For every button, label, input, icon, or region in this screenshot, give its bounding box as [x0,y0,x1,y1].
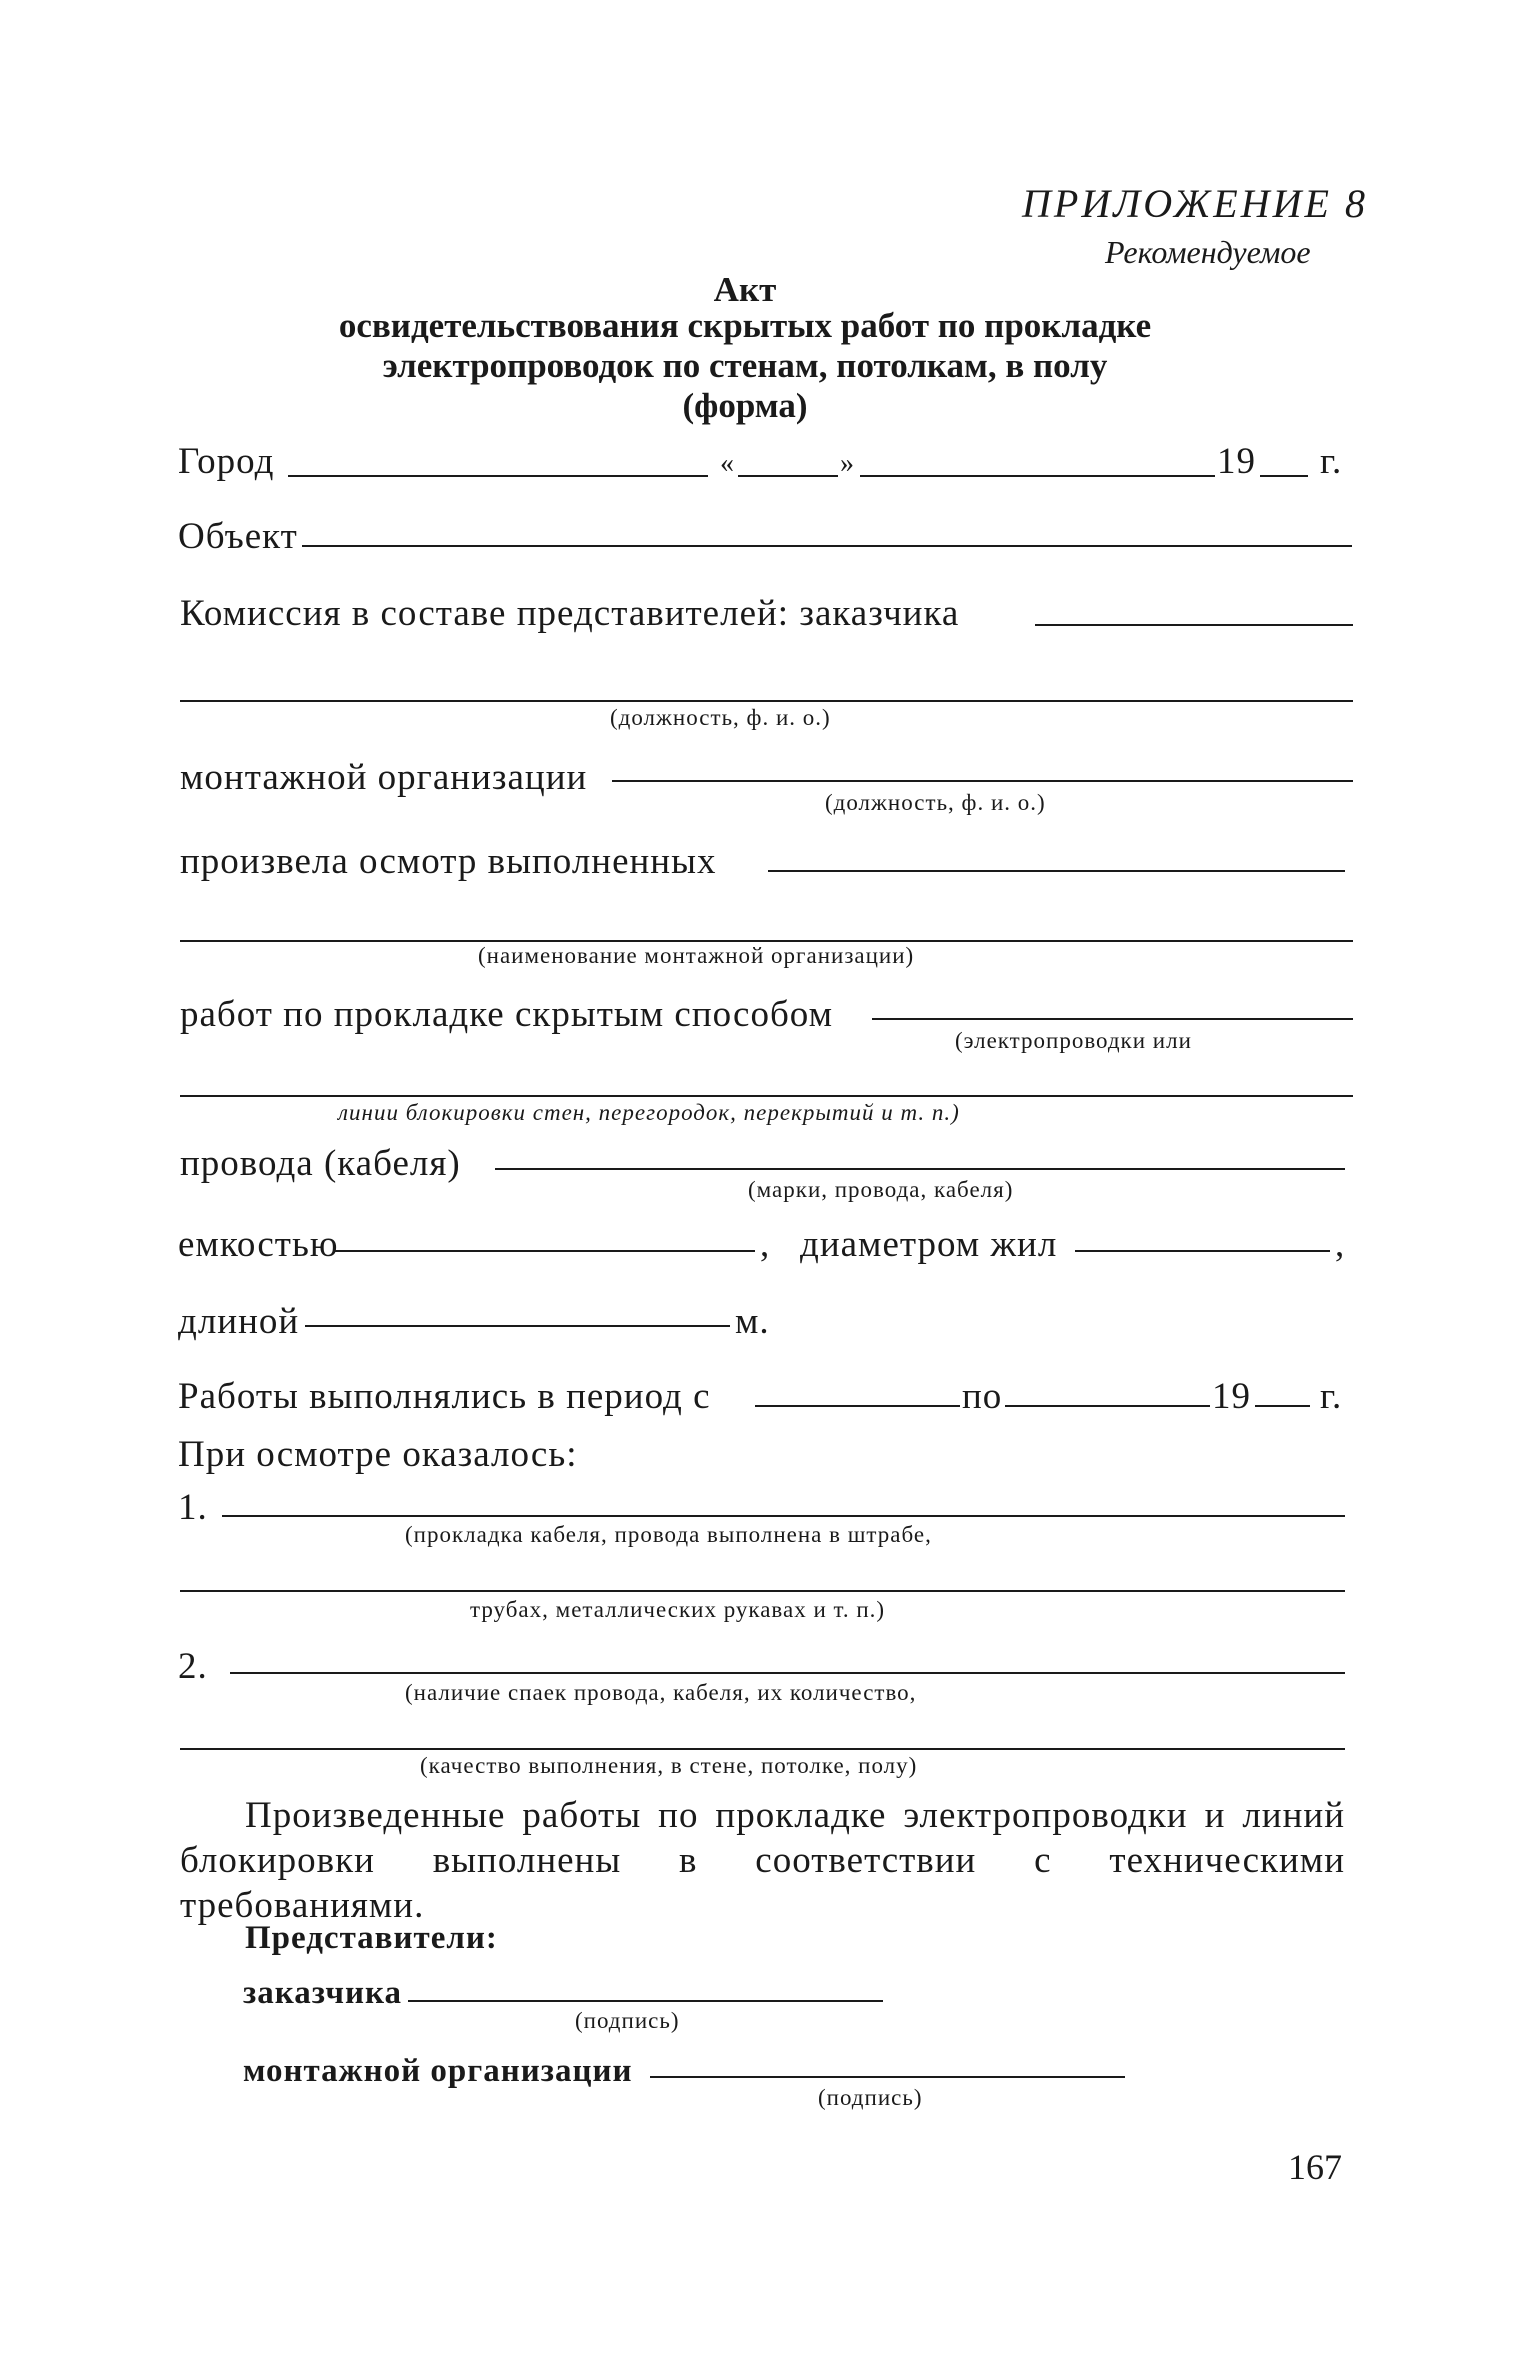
wire-label: провода (кабеля) [180,1143,461,1184]
item2-caption-a: (наличие спаек провода, кабеля, их количество, [405,1680,917,1705]
period-to-blank [1005,1405,1210,1407]
customer-signature-label: заказчика [243,1975,403,2011]
document-subtitle-1: освидетельствования скрытых работ по прокладке [338,306,1152,345]
item1-blank-2 [180,1590,1345,1592]
wire-caption: (марки, провода, кабеля) [748,1177,1014,1202]
document-subtitle-2: электропроводок по стенам, потолкам, в полу [382,346,1108,385]
year-blank [1260,475,1308,477]
item2-blank-2 [180,1748,1345,1750]
item2-number: 2. [178,1646,208,1687]
year-prefix: 19 [1217,441,1256,482]
position-caption-2: (должность, ф. и. о.) [825,790,1046,815]
page-number: 167 [1288,2147,1342,2187]
document-title: Акт [713,270,777,309]
quote-close: » [840,448,855,479]
installer-signature-label: монтажной организации [243,2053,633,2089]
month-blank [860,475,1215,477]
period-label: Работы выполнялись в период с [178,1376,711,1417]
period-to-label: по [962,1376,1003,1417]
item2-caption-b: (качество выполнения, в стене, потолке, полу) [420,1753,918,1778]
hidden-works-blank [872,1018,1353,1020]
wiring-caption-a: (электропроводки или [955,1028,1192,1053]
item1-blank [222,1515,1345,1517]
representatives-heading: Представители: [245,1920,498,1956]
year-suffix: г. [1320,441,1343,482]
city-label: Город [178,441,275,482]
hidden-works-label: работ по прокладке скрытым способом [180,994,833,1035]
wire-blank [495,1168,1345,1170]
item1-number: 1. [178,1487,208,1528]
customer-rep-blank [1035,624,1353,626]
quote-open: « [720,448,735,479]
diameter-blank [1075,1250,1330,1252]
period-year-suffix: г. [1320,1376,1343,1417]
city-blank [288,475,708,477]
length-blank [305,1325,730,1327]
inspected-label: произвела осмотр выполненных [180,841,717,882]
item1-caption-b: трубах, металлических рукавах и т. п.) [470,1597,886,1622]
diameter-label: диаметром жил [800,1224,1058,1265]
wiring-blank [180,1095,1353,1097]
object-label: Объект [178,516,298,557]
installer-signature-blank [650,2076,1125,2078]
conclusion-paragraph: Произведенные работы по прокладке электропроводки и линий блокировки выполнены в соответствии с техническими требованиями. [180,1795,1345,1926]
document-form-label: (форма) [682,386,808,425]
capacity-blank [335,1250,755,1252]
installer-rep-blank [612,780,1353,782]
diameter-comma: , [1335,1224,1346,1265]
customer-signature-blank [408,2000,883,2002]
period-year-blank [1255,1405,1310,1407]
item1-caption-a: (прокладка кабеля, провода выполнена в штрабе, [405,1522,932,1547]
installer-org-label: монтажной организации [180,757,588,798]
day-blank [738,475,838,477]
found-label: При осмотре оказалось: [178,1434,578,1475]
recommended-label: Рекомендуемое [1105,234,1311,270]
position-caption-1: (должность, ф. и. о.) [610,705,831,730]
customer-rep-blank-2 [180,700,1353,702]
org-name-blank [180,940,1353,942]
period-year-prefix: 19 [1212,1376,1251,1417]
period-from-blank [755,1405,960,1407]
wiring-caption-b: линии блокировки стен, перегородок, перекрытий и т. п.) [338,1100,960,1125]
commission-label: Комиссия в составе представителей: заказчика [180,593,960,634]
object-blank [302,545,1352,547]
signature-caption-2: (подпись) [818,2085,923,2110]
length-label: длиной [178,1301,300,1342]
meters-label: м. [735,1301,770,1342]
signature-caption-1: (подпись) [575,2008,680,2033]
capacity-label: емкостью [178,1224,339,1265]
org-name-caption: (наименование монтажной организации) [478,943,915,968]
item2-blank [230,1672,1345,1674]
inspected-blank [768,870,1345,872]
capacity-comma: , [760,1224,771,1265]
appendix-label: ПРИЛОЖЕНИЕ 8 [1022,181,1368,226]
